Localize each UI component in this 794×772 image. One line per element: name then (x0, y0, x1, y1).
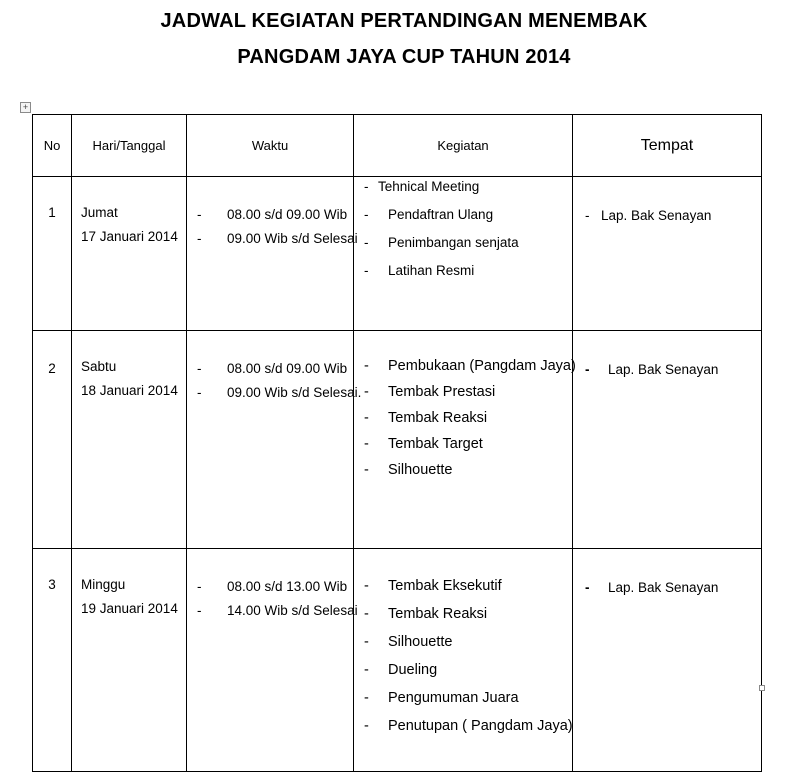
activity-item: - Pembukaan (Pangdam Jaya) (364, 357, 572, 383)
row-date: 19 Januari 2014 (81, 601, 178, 616)
header-waktu: Waktu (187, 115, 354, 177)
header-no: No (33, 115, 72, 177)
row-day-date (72, 331, 187, 549)
location-item: - Lap. Bak Senayan (585, 208, 761, 223)
activity-item: - Tembak Eksekutif (364, 577, 572, 605)
table-row (33, 177, 762, 331)
activity-item: - Dueling (364, 661, 572, 689)
time-item: - 08.00 s/d 09.00 Wib (197, 207, 353, 231)
activity-item: - Latihan Resmi (364, 262, 572, 290)
row-number: 1 (33, 177, 72, 331)
activity-item: - Penimbangan senjata (364, 234, 572, 262)
row-time (187, 331, 362, 549)
activity-item: - Tembak Target (364, 435, 572, 461)
activity-item: - Silhouette (364, 633, 572, 661)
row-number: 3 (33, 549, 72, 772)
header-hari-tanggal: Hari/Tanggal (72, 115, 187, 177)
activity-item: - Tembak Prestasi (364, 383, 572, 409)
row-day-date (72, 549, 187, 772)
row-time (187, 549, 358, 772)
activity-item: - Pendaftran Ulang (364, 206, 572, 234)
activity-item: - Tembak Reaksi (364, 409, 572, 435)
row-location (573, 177, 762, 331)
activity-item: - Silhouette (364, 461, 572, 487)
time-item: - 09.00 Wib s/d Selesai. (197, 385, 353, 409)
row-date: 18 Januari 2014 (81, 383, 178, 398)
table-row (33, 331, 762, 549)
activity-item: - Tembak Reaksi (364, 605, 572, 633)
row-day-date (72, 177, 187, 331)
row-time (187, 177, 358, 331)
row-day: Minggu (81, 577, 126, 592)
location-item: - Lap. Bak Senayan (585, 362, 761, 377)
time-item: - 08.00 s/d 09.00 Wib (197, 361, 353, 385)
row-activities (354, 549, 573, 772)
table-header-row (33, 115, 762, 177)
activity-item: - Pengumuman Juara (364, 689, 572, 717)
row-day: Jumat (81, 205, 118, 220)
table-row (33, 549, 762, 772)
schedule-table (32, 114, 762, 772)
row-activities (354, 331, 576, 549)
activity-item: - Penutupan ( Pangdam Jaya) (364, 717, 572, 745)
header-tempat: Tempat (573, 115, 762, 177)
row-activities (354, 177, 573, 331)
location-item: - Lap. Bak Senayan (585, 580, 761, 595)
time-item: - 09.00 Wib s/d Selesai (197, 231, 353, 255)
time-item: - 14.00 Wib s/d Selesai (197, 603, 353, 627)
row-day: Sabtu (81, 359, 117, 374)
activity-item: - Tehnical Meeting (364, 178, 572, 206)
row-number: 2 (33, 331, 72, 549)
row-date: 17 Januari 2014 (81, 229, 178, 244)
document-title: JADWAL KEGIATAN PERTANDINGAN MENEMBAK (160, 10, 648, 32)
row-location (573, 549, 762, 772)
table-resize-handle-icon[interactable] (759, 685, 765, 691)
row-location (573, 331, 762, 549)
table-move-handle-icon[interactable]: + (20, 102, 31, 113)
header-kegiatan: Kegiatan (354, 115, 573, 177)
document-subtitle: PANGDAM JAYA CUP TAHUN 2014 (237, 46, 571, 68)
time-item: - 08.00 s/d 13.00 Wib (197, 579, 353, 603)
